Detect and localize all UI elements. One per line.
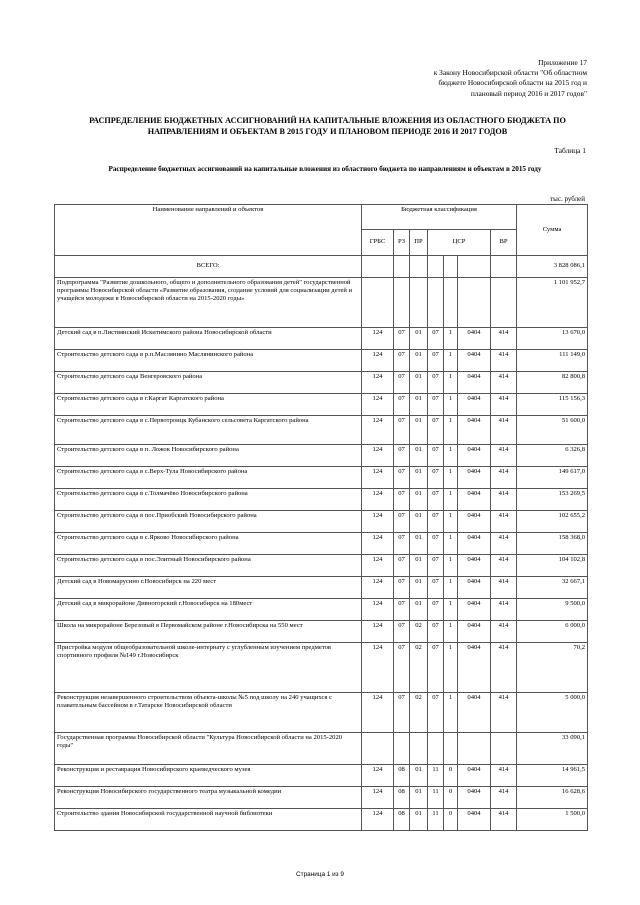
vr-cell: 414	[491, 787, 517, 809]
object-name: Строительство детского сада в с.Верх-Тула Новосибирского района	[55, 467, 362, 489]
object-name: Строительство детского сада в с.Ярково Новосибирского района	[55, 533, 362, 555]
pr-cell: 02	[410, 693, 428, 733]
vr-cell: 414	[491, 621, 517, 643]
rz-cell: 07	[394, 328, 410, 350]
rz-cell: 07	[394, 416, 410, 445]
csr-program-cell: 07	[428, 394, 444, 416]
grbs-cell: 124	[362, 350, 394, 372]
sum-cell: 51 600,0	[517, 416, 588, 445]
rz-cell: 07	[394, 621, 410, 643]
sum-cell: 102 655,2	[517, 511, 588, 533]
csr-program-cell: 07	[428, 372, 444, 394]
sum-cell: 70,2	[517, 643, 588, 693]
pr-cell: 01	[410, 765, 428, 787]
object-name: Детский сад в микрорайоне Дивногорский г.Новосибирск на 180мест	[55, 599, 362, 621]
object-name: Реконструкция Новосибирского государственного театра музыкальной комедии	[55, 787, 362, 809]
table-row	[55, 693, 588, 733]
table-subtitle: Распределение бюджетных ассигнований на капитальные вложения из областного бюджета по направлениям и объектам в 2015 году	[108, 165, 542, 173]
object-name: Строительство здания Новосибирской государственной научной библиотеки	[55, 809, 362, 831]
csr-code-cell: 0404	[458, 372, 491, 394]
pr-cell: 01	[410, 533, 428, 555]
vr-cell: 414	[491, 467, 517, 489]
table-row	[55, 394, 588, 416]
rz-cell: 07	[394, 445, 410, 467]
grbs-cell	[362, 278, 394, 328]
sum-cell: 6 000,0	[517, 621, 588, 643]
csr-code-cell: 0404	[458, 621, 491, 643]
sum-cell: 82 800,8	[517, 372, 588, 394]
pr-cell: 01	[410, 577, 428, 599]
total-label: ВСЕГО:	[55, 256, 362, 278]
sum-cell: 16 628,6	[517, 787, 588, 809]
csr-program-cell: 07	[428, 533, 444, 555]
pr-cell: 01	[410, 328, 428, 350]
table-row	[55, 621, 588, 643]
vr-cell	[491, 278, 517, 328]
vr-cell: 414	[491, 693, 517, 733]
rz-cell: 07	[394, 467, 410, 489]
vr-cell: 414	[491, 555, 517, 577]
title-line-2: НАПРАВЛЕНИЯМ И ОБЪЕКТАМ В 2015 ГОДУ И ПЛАНОВОМ ПЕРИОДЕ 2016 И 2017 ГОДОВ	[147, 127, 508, 136]
csr-code-cell: 0404	[458, 809, 491, 831]
header-grbs: ГРБС	[362, 230, 394, 256]
csr-program-cell: 07	[428, 489, 444, 511]
pr-cell	[410, 733, 428, 765]
vr-cell: 414	[491, 372, 517, 394]
csr-subprogram-cell: 1	[444, 511, 458, 533]
csr-subprogram-cell: 1	[444, 599, 458, 621]
table-row	[55, 765, 588, 787]
csr-subprogram-cell	[444, 733, 458, 765]
sum-cell: 104 102,8	[517, 555, 588, 577]
rz-cell: 07	[394, 372, 410, 394]
csr-code-cell: 0404	[458, 533, 491, 555]
csr-subprogram-cell: 1	[444, 621, 458, 643]
pr-cell: 01	[410, 467, 428, 489]
csr-code-cell: 0404	[458, 328, 491, 350]
pr-cell: 01	[410, 416, 428, 445]
appendix-line: Приложение 17	[538, 58, 587, 67]
csr-program-cell: 07	[428, 621, 444, 643]
sum-cell: 1 500,0	[517, 809, 588, 831]
csr-code-cell	[458, 733, 491, 765]
object-name: Школа на микрорайоне Березовый в Первомайском районе г.Новосибирска на 550 мест	[55, 621, 362, 643]
object-name: Строительство детского сада Венгеровского района	[55, 372, 362, 394]
grbs-cell: 124	[362, 467, 394, 489]
sum-cell: 115 156,3	[517, 394, 588, 416]
section-row	[55, 278, 588, 328]
csr-program-cell: 11	[428, 809, 444, 831]
csr-code-cell: 0404	[458, 416, 491, 445]
csr-subprogram-cell: 1	[444, 577, 458, 599]
table-row	[55, 533, 588, 555]
table-row	[55, 577, 588, 599]
header-rz: РЗ	[394, 230, 410, 256]
csr-subprogram-cell: 1	[444, 394, 458, 416]
sum-cell: 111 149,0	[517, 350, 588, 372]
appendix-line: к Закону Новосибирской области "Об областном	[433, 68, 587, 78]
object-name: Строительство детского сада в п. Ложок Новосибирского района	[55, 445, 362, 467]
grbs-cell: 124	[362, 445, 394, 467]
csr-program-cell: 07	[428, 693, 444, 733]
budget-table	[54, 204, 588, 831]
rz-cell: 08	[394, 787, 410, 809]
csr-code-cell: 0404	[458, 445, 491, 467]
pr-cell: 01	[410, 511, 428, 533]
csr-subprogram-cell	[444, 278, 458, 328]
object-name: Реконструкция незавершенного строительством объекта-школы №5 под школу на 240 учащихся с плавательным бассейном в г.Татарске Новосибирской области	[55, 693, 362, 733]
pr-cell: 01	[410, 350, 428, 372]
csr-program-cell: 11	[428, 787, 444, 809]
csr-program-cell: 07	[428, 577, 444, 599]
sum-cell: 158 368,0	[517, 533, 588, 555]
table-row	[55, 809, 588, 831]
vr-cell: 414	[491, 328, 517, 350]
document-title	[60, 115, 595, 137]
csr-code-cell: 0404	[458, 511, 491, 533]
total-sum: 3 828 086,1	[517, 256, 588, 278]
csr-code-cell: 0404	[458, 394, 491, 416]
pr-cell: 01	[410, 372, 428, 394]
object-name: Строительство детского сада в р.п.Маслянино Маслянинского района	[55, 350, 362, 372]
csr-code-cell: 0404	[458, 555, 491, 577]
csr-subprogram-cell: 1	[444, 350, 458, 372]
rz-cell: 07	[394, 394, 410, 416]
rz-cell: 07	[394, 350, 410, 372]
header-sum: Сумма	[517, 205, 588, 256]
appendix-line: бюджете Новосибирской области на 2015 год и	[438, 78, 587, 88]
csr-code-cell: 0404	[458, 765, 491, 787]
csr-subprogram-cell: 1	[444, 489, 458, 511]
object-name: Строительство детского сада в с.Толмачёво Новосибирского района	[55, 489, 362, 511]
sum-cell: 1 101 952,7	[517, 278, 588, 328]
csr-subprogram-cell: 1	[444, 533, 458, 555]
object-name: Пристройка модуля общеобразовательной школе-интернату с углубленным изучением предметов спортивного профиля №149 г.Новосибирск	[55, 643, 362, 693]
csr-program-cell: 07	[428, 511, 444, 533]
sum-cell: 5 000,0	[517, 693, 588, 733]
vr-cell: 414	[491, 809, 517, 831]
csr-subprogram-cell: 0	[444, 765, 458, 787]
header-pr: ПР	[410, 230, 428, 256]
rz-cell: 08	[394, 809, 410, 831]
units-label: тыс. рублей	[550, 195, 585, 203]
appendix-line: плановый период 2016 и 2017 годов"	[470, 88, 587, 98]
csr-subprogram-cell: 1	[444, 416, 458, 445]
table-row	[55, 350, 588, 372]
grbs-cell: 124	[362, 372, 394, 394]
header-classification: Бюджетная классификация	[362, 205, 517, 230]
grbs-cell: 124	[362, 416, 394, 445]
grbs-cell: 124	[362, 511, 394, 533]
csr-program-cell: 07	[428, 350, 444, 372]
table-row	[55, 599, 588, 621]
table-row	[55, 467, 588, 489]
csr-subprogram-cell: 1	[444, 372, 458, 394]
pr-cell: 01	[410, 445, 428, 467]
rz-cell: 07	[394, 693, 410, 733]
csr-program-cell	[428, 278, 444, 328]
rz-cell: 07	[394, 489, 410, 511]
object-name: Подпрограмма "Развитие дошкольного, общего и дополнительного образования детей" государственной программы Новосибирской области «Развитие образования, создание условий для социализации детей и учащейся молодежи в Новосибирской области на 2015-2020 годы»	[55, 278, 362, 328]
grbs-cell: 124	[362, 555, 394, 577]
csr-code-cell	[458, 278, 491, 328]
table-row	[55, 787, 588, 809]
grbs-cell	[362, 733, 394, 765]
table-row	[55, 416, 588, 445]
rz-cell: 07	[394, 577, 410, 599]
vr-cell: 414	[491, 643, 517, 693]
grbs-cell: 124	[362, 765, 394, 787]
table-row	[55, 489, 588, 511]
vr-cell: 414	[491, 533, 517, 555]
csr-program-cell: 07	[428, 328, 444, 350]
csr-subprogram-cell: 1	[444, 328, 458, 350]
csr-code-cell: 0404	[458, 467, 491, 489]
grbs-cell: 124	[362, 809, 394, 831]
vr-cell: 414	[491, 765, 517, 787]
sum-cell: 149 617,0	[517, 467, 588, 489]
vr-cell: 414	[491, 511, 517, 533]
object-name: Строительство детского сада в с.Первотроицк Кубанского сельсовета Каргатского района	[55, 416, 362, 445]
object-name: Государственная программа Новосибирской области "Культура Новосибирской области на 2015-2020 годы"	[55, 733, 362, 765]
grbs-cell: 124	[362, 621, 394, 643]
table-row	[55, 643, 588, 693]
csr-subprogram-cell: 1	[444, 445, 458, 467]
sum-cell: 14 961,5	[517, 765, 588, 787]
grbs-cell: 124	[362, 489, 394, 511]
vr-cell: 414	[491, 489, 517, 511]
pr-cell: 01	[410, 809, 428, 831]
section-row	[55, 733, 588, 765]
csr-program-cell: 07	[428, 445, 444, 467]
pr-cell: 01	[410, 787, 428, 809]
header-name: Наименование направлений и объектов	[55, 205, 362, 256]
object-name: Строительство детского сада в г.Каргат Каргатского района	[55, 394, 362, 416]
sum-cell: 6 326,8	[517, 445, 588, 467]
sum-cell: 13 670,0	[517, 328, 588, 350]
csr-code-cell: 0404	[458, 489, 491, 511]
object-name: Строительство детского сада в пос.Элитный Новосибирского района	[55, 555, 362, 577]
pr-cell: 01	[410, 489, 428, 511]
total-row	[55, 256, 588, 278]
object-name: Детский сад в Новомарусино г.Новосибирск на 220 мест	[55, 577, 362, 599]
sum-cell: 32 667,1	[517, 577, 588, 599]
csr-code-cell: 0404	[458, 787, 491, 809]
object-name: Строительство детского сада в пос.Приобский Новосибирского района	[55, 511, 362, 533]
grbs-cell: 124	[362, 577, 394, 599]
table-number: Таблица 1	[554, 146, 586, 155]
vr-cell: 414	[491, 394, 517, 416]
csr-code-cell: 0404	[458, 599, 491, 621]
rz-cell: 07	[394, 643, 410, 693]
pr-cell: 01	[410, 394, 428, 416]
table-row	[55, 372, 588, 394]
csr-program-cell: 07	[428, 599, 444, 621]
csr-subprogram-cell: 1	[444, 555, 458, 577]
vr-cell: 414	[491, 445, 517, 467]
csr-program-cell	[428, 733, 444, 765]
header-csr: ЦСР	[428, 230, 491, 256]
pr-cell: 02	[410, 621, 428, 643]
rz-cell	[394, 278, 410, 328]
csr-subprogram-cell: 0	[444, 809, 458, 831]
table-row	[55, 555, 588, 577]
object-name: Реконструкция и реставрация Новосибирского краеведческого музея	[55, 765, 362, 787]
sum-cell: 9 500,0	[517, 599, 588, 621]
csr-program-cell: 07	[428, 467, 444, 489]
csr-subprogram-cell: 1	[444, 643, 458, 693]
vr-cell: 414	[491, 350, 517, 372]
csr-program-cell: 07	[428, 555, 444, 577]
vr-cell: 414	[491, 577, 517, 599]
csr-program-cell: 07	[428, 643, 444, 693]
pr-cell	[410, 278, 428, 328]
rz-cell: 07	[394, 555, 410, 577]
grbs-cell: 124	[362, 643, 394, 693]
pr-cell: 01	[410, 555, 428, 577]
header-row-1	[55, 205, 588, 230]
grbs-cell: 124	[362, 328, 394, 350]
csr-code-cell: 0404	[458, 693, 491, 733]
vr-cell	[491, 733, 517, 765]
csr-code-cell: 0404	[458, 350, 491, 372]
title-line-1: РАСПРЕДЕЛЕНИЕ БЮДЖЕТНЫХ АССИГНОВАНИЙ НА КАПИТАЛЬНЫЕ ВЛОЖЕНИЯ ИЗ ОБЛАСТНОГО БЮДЖЕТА ПО	[89, 116, 566, 125]
vr-cell: 414	[491, 599, 517, 621]
appendix-block	[347, 58, 587, 99]
pr-cell: 01	[410, 599, 428, 621]
grbs-cell: 124	[362, 693, 394, 733]
page-footer: Страница 1 из 9	[296, 871, 344, 878]
pr-cell: 02	[410, 643, 428, 693]
grbs-cell: 124	[362, 787, 394, 809]
csr-program-cell: 07	[428, 416, 444, 445]
header-vr: ВР	[491, 230, 517, 256]
table-row	[55, 445, 588, 467]
table-row	[55, 328, 588, 350]
csr-subprogram-cell: 0	[444, 787, 458, 809]
grbs-cell: 124	[362, 533, 394, 555]
sum-cell: 153 269,5	[517, 489, 588, 511]
csr-code-cell: 0404	[458, 577, 491, 599]
sum-cell: 33 090,1	[517, 733, 588, 765]
csr-code-cell: 0404	[458, 643, 491, 693]
grbs-cell: 124	[362, 599, 394, 621]
rz-cell: 08	[394, 765, 410, 787]
vr-cell: 414	[491, 416, 517, 445]
grbs-cell: 124	[362, 394, 394, 416]
rz-cell: 07	[394, 599, 410, 621]
table-row	[55, 511, 588, 533]
rz-cell: 07	[394, 533, 410, 555]
rz-cell: 07	[394, 511, 410, 533]
csr-subprogram-cell: 1	[444, 467, 458, 489]
object-name: Детский сад в п.Листвянский Искитимского района Новосибирской области	[55, 328, 362, 350]
csr-subprogram-cell: 1	[444, 693, 458, 733]
rz-cell	[394, 733, 410, 765]
csr-program-cell: 11	[428, 765, 444, 787]
